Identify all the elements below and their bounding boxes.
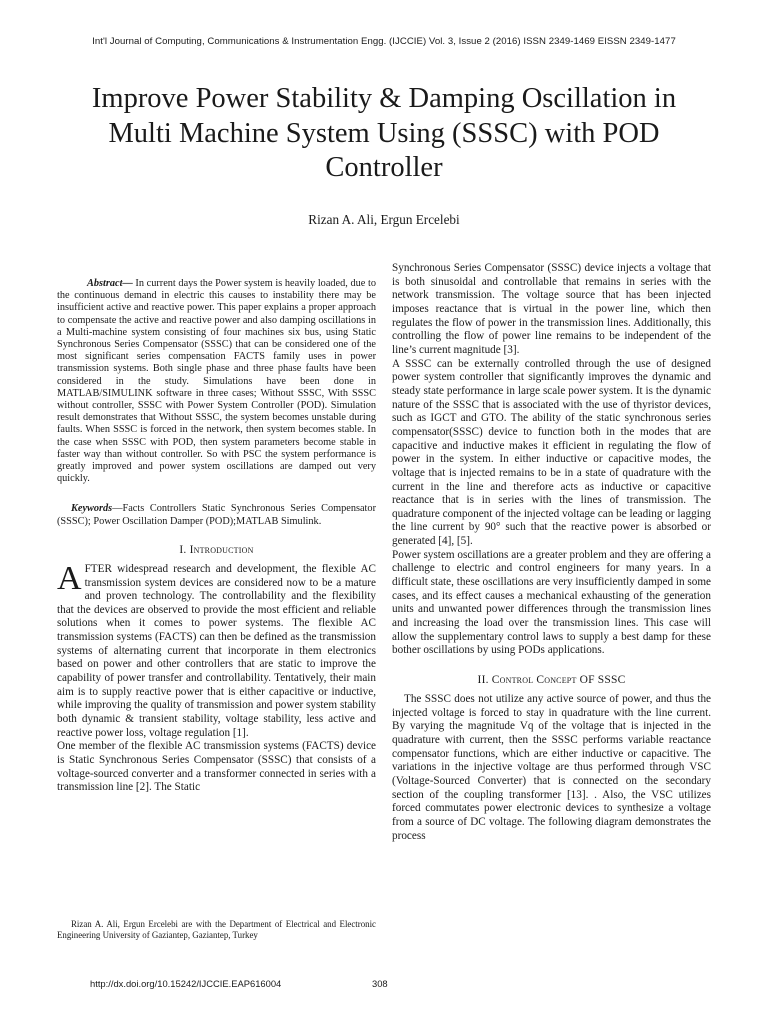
running-header: Int'l Journal of Computing, Communications & Instrumentation Engg. (IJCCIE) Vol. 3, Issue 2 (2016) ISSN 2349-1469 EISSN 2349-1477 (92, 36, 676, 47)
drop-cap: A (57, 559, 82, 597)
section-number: II. (477, 674, 489, 687)
keywords (57, 503, 376, 527)
right-paragraph-1: Synchronous Series Compensator (SSSC) device injects a voltage that is both sinusoidal and controllable that remains in series with the network transmission. The voltage source that has been injected imposes reactance that is virtual in the power line, which then regulates the flow of power in the transmission lines. Additionally, this controlling the flow of power line remains to be independent of the line’s current magnitude [3]. (392, 262, 711, 356)
right-column (392, 262, 711, 843)
section-heading-control-concept (392, 674, 711, 686)
author-line: Rizan A. Ali, Ergun Ercelebi (308, 212, 460, 227)
keywords-text: —Facts Controllers Static Synchronous Series Compensator (SSSC); Power Oscillation Damper (POD);MATLAB Simulink. (57, 503, 376, 527)
intro-paragraph-1 (57, 559, 376, 741)
section-title: Control Concept OF SSSC (491, 674, 626, 687)
right-paragraph-2: A SSSC can be externally controlled through the use of designed power system controller that significantly improves the dynamic and steady state performance in large scale power system. It is the dynamic nature of the SSSC that is associated with the use of thyristor devices, such as IGCT and GTO. The ability of the static synchronous series compensator(SSSC) device to function both in the modes that are capacitive and inductive makes it efficient in regulating the flow of power in the system. In either inductive or capacitive modes, the voltage that is injected remains to be in a state of quadrature with the current in the line and therefore acts as inductive or capacitive reactance that is in series with the lines of transmission. The quadrature component of the injected voltage can be leading or lagging the line current by 90° such that the reactive power is absorbed or generated [4], [5]. (392, 357, 711, 548)
section-title: Introduction (189, 543, 254, 556)
doi-link[interactable]: http://dx.doi.org/10.15242/IJCCIE.EAP616004 (90, 978, 282, 989)
abstract-label: Abstract— (87, 278, 133, 289)
section-number: I. (179, 543, 187, 556)
page-number: 308 (372, 978, 388, 989)
intro-paragraph-1-text: FTER widespread research and development, the flexible AC transmission system devices are considered now to be a mature and proven technology. The controllability and the flexibility that the devices are observed to provide the most efficient and reliable solutions when it comes to power systems. The flexible AC transmission systems (FACTS) can then be defined as the transmission systems of alternating current that incorporate in them electronics based on power and other controllers that are static to improve the capability of power transfer and controllability. Tentatively, their main aim is to supply reactive power that is either capacitive or inductive, while improving the quality of transmission and power system stability both dynamic & transient stability, voltage stability, less active and reactive power loss, voltage regulation [1]. (57, 562, 376, 739)
author-affiliation-footnote: Rizan A. Ali, Ergun Ercelebi are with the Department of Electrical and Electronic Engineering University of Gaziantep, Gaziantep, Turkey (57, 919, 376, 941)
section-heading-introduction (57, 544, 376, 556)
intro-paragraph-2: One member of the flexible AC transmission systems (FACTS) device is Static Synchronous Series Compensator (SSSC) that consists of a voltage-sourced converter and a transformer connected in series with a transmission line [2]. The Static (57, 740, 376, 794)
paper-title: Improve Power Stability & Damping Oscillation in Multi Machine System Using (SSSC) with POD Controller (91, 83, 677, 183)
keywords-label: Keywords (71, 503, 113, 515)
abstract-text: In current days the Power system is heavily loaded, due to the continuous demand in electric this causes to instability there may be insufficient active and reactive power. This paper explains a proper approach to compensate the active and reactive power and also damping oscillations in a Multi-machine system consisting of four machines six bus, using Static Synchronous Series Compensator (SSSC) that can be considered one of the most significant series compensation FACTS family uses in power transmission systems. Both single phase and three phase faults have been considered in the study. Simulations have been done in MATLAB/SIMULINK software in three cases; Without SSSC, With SSSC without controller, SSSC with Power System Controller (POD). Simulation result demonstrates that Without SSSC, the system becomes unstable during faults. When SSSC is forced in the network, then system becomes stable. In the case when SSSC with POD, then system parameters become stable in faster way than without controller. So with PSC the system performance is greatly improved and power system oscillations are damped out very quickly. (57, 278, 376, 485)
control-concept-paragraph: The SSSC does not utilize any active source of power, and thus the injected voltage is forced to stay in quadrature with the line current. By varying the magnitude Vq of the voltage that is injected in the quadrature with current, then the SSSC performs variable reactance compensator functions, which are either inductive or capacitive. The variations in the injective voltage are thus performed through VSC (Voltage-Sourced Converter) that is connected on the secondary section of the coupling transformer [13]. . Also, the VSC utilizes forced commutates power electronic devices to synthesize a voltage from a source of DC voltage. The following diagram demonstrates the process (392, 693, 711, 842)
abstract (57, 278, 376, 485)
left-column (57, 262, 376, 795)
right-paragraph-3: Power system oscillations are a greater problem and they are offering a challenge to electric and control engineers for many years. In a difficult state, these oscillations are very insufficiently damped in some cases, and its effect causes a mechanical exhausting of the generation units and unwanted power differences through the transmission lines and increasing the load over the transmission lines. This case will allow the supplementary control laws to supply a best damp for these bother oscillations by using PODs applications. (392, 548, 711, 657)
